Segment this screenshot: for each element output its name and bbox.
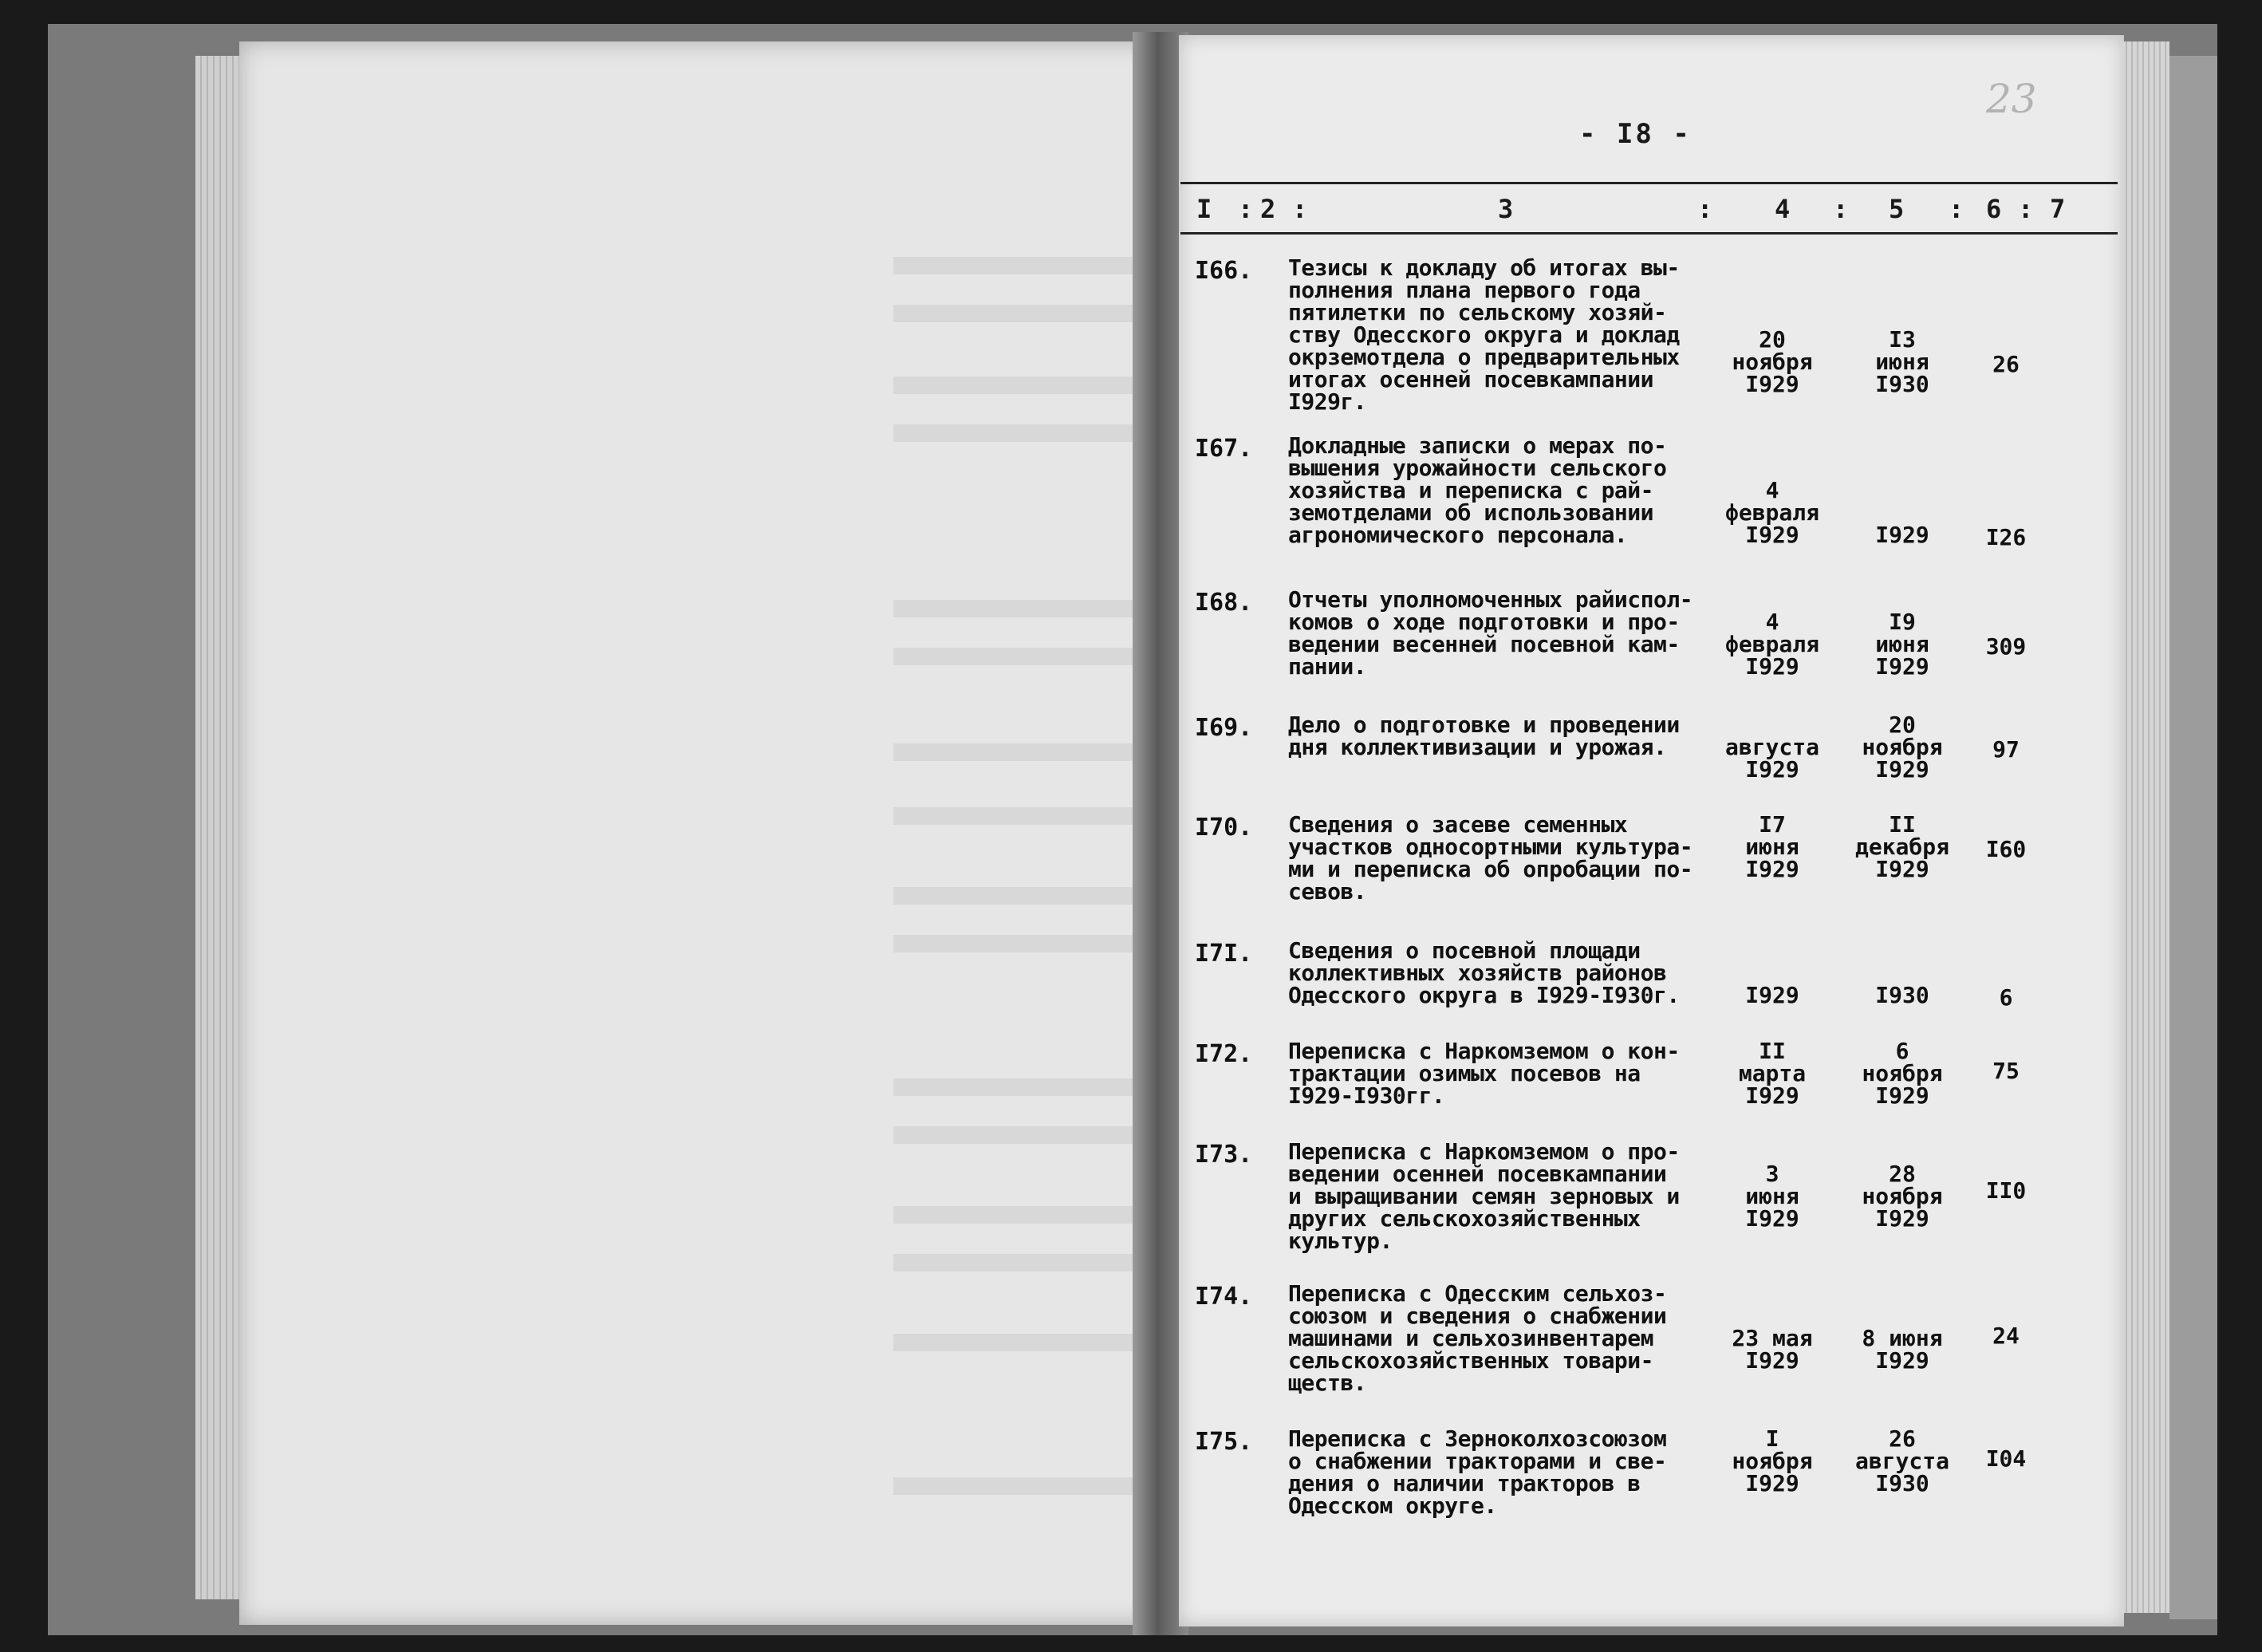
entry-number: I67. — [1195, 435, 1253, 463]
entry-title: Сведения о посевной площади коллективных хозяйств районов Одесского округа в I929-I930г. — [1288, 937, 1680, 1008]
entry-title: Сведения о засеве семенных участков односортными культура- ми и переписка об опробации по- севов. — [1288, 811, 1693, 905]
entry-title: Переписка с Одесским сельхоз- союзом и сведения о снабжении машинами и сельхозинвентарем сельскохозяйственных товари- ществ. — [1288, 1280, 1667, 1396]
end-date: 28 ноября I929 — [1862, 1161, 1943, 1232]
start-date: I7 июня I929 — [1745, 811, 1799, 882]
start-date: 4 февраля I929 — [1724, 609, 1819, 680]
sheet-count: 75 — [1992, 1058, 2020, 1084]
entry-title: Переписка с Зерноколхозсоюзом о снабжении тракторами и све- дения о наличии тракторов в Одесском округе. — [1288, 1425, 1667, 1519]
entry-number: I72. — [1195, 1040, 1253, 1068]
sheet-count: 24 — [1992, 1323, 2020, 1349]
end-date: 8 июня I929 — [1862, 1325, 1943, 1374]
sheet-count: I26 — [1985, 524, 2027, 550]
end-date: I930 — [1875, 982, 1929, 1008]
column-header-label: I — [1196, 194, 1212, 224]
start-date: 4 февраля I929 — [1724, 477, 1819, 548]
start-date: I ноября I929 — [1732, 1425, 1813, 1496]
entry-title: Отчеты уполномоченных райиспол- комов о ходе подготовки и про- ведении весенней посевной кам- пании. — [1288, 586, 1693, 680]
column-header-label: 5 — [1889, 194, 1905, 224]
end-date: II декабря I929 — [1854, 811, 1949, 882]
right-cover-edge — [2169, 56, 2217, 1619]
sheet-count: 97 — [1992, 736, 2020, 763]
column-header-separator: : — [1238, 194, 1254, 224]
column-header-separator: : — [1833, 194, 1849, 224]
entry-number: I75. — [1195, 1428, 1253, 1456]
entry-number: I74. — [1195, 1283, 1253, 1311]
start-date: 20 ноября I929 — [1732, 326, 1813, 397]
sheet-count: 6 — [1999, 984, 2013, 1011]
page-number: - I8 - — [1579, 118, 1692, 150]
entry-title: Докладные записки о мерах по- вышения урожайности сельского хозяйства и переписка с рай- земотделами об использовании агрономического персонала. — [1288, 432, 1667, 548]
sheet-count: 26 — [1992, 351, 2020, 377]
end-date: 26 августа I930 — [1854, 1425, 1949, 1496]
entry-title: Тезисы к докладу об итогах вы- полнения плана первого года пятилетки по сельскому хозяй- ству Одесского округа и доклад окрземотдела о предварительных итогах осенней посевкампании I929г. — [1288, 254, 1680, 415]
start-date: 3 июня I929 — [1745, 1161, 1799, 1232]
left-page — [239, 41, 1164, 1625]
column-header-separator: : — [1949, 194, 1964, 224]
sheet-count: I04 — [1985, 1445, 2027, 1472]
entry-number: I70. — [1195, 814, 1253, 842]
entry-number: I73. — [1195, 1141, 1253, 1169]
entry-title: Переписка с Наркомземом о кон- трактации озимых посевов на I929-I930гг. — [1288, 1038, 1680, 1109]
entry-number: I7I. — [1195, 940, 1253, 968]
column-header-label: 4 — [1775, 194, 1791, 224]
end-date: I3 июня I930 — [1875, 326, 1929, 397]
end-date: I929 — [1875, 522, 1929, 548]
start-date: II марта I929 — [1738, 1038, 1807, 1109]
entry-number: I69. — [1195, 714, 1253, 742]
sheet-count: 309 — [1985, 633, 2027, 660]
column-header-label: 2 — [1260, 194, 1276, 224]
start-date: I929 — [1745, 982, 1799, 1008]
handwritten-folio-number: 23 — [1986, 76, 2037, 122]
column-header-separator: : — [2018, 194, 2034, 224]
left-page-stack-edge — [195, 56, 243, 1599]
end-date: 6 ноября I929 — [1862, 1038, 1943, 1109]
column-header-separator: : — [1292, 194, 1308, 224]
table-column-header — [1180, 182, 2118, 235]
end-date: 20 ноября I929 — [1862, 712, 1943, 783]
entry-number: I68. — [1195, 589, 1253, 617]
entry-title: Переписка с Наркомземом о про- ведении осенней посевкампании и выращивании семян зерновых и других сельскохозяйственных культур. — [1288, 1138, 1680, 1254]
start-date: августа I929 — [1724, 734, 1819, 783]
start-date: 23 мая I929 — [1732, 1325, 1813, 1374]
entry-title: Дело о подготовке и проведении дня коллективизации и урожая. — [1288, 712, 1680, 760]
column-header-separator: : — [1697, 194, 1713, 224]
column-header-label: 3 — [1498, 194, 1514, 224]
sheet-count: II0 — [1985, 1177, 2027, 1204]
column-header-label: 7 — [2050, 194, 2066, 224]
sheet-count: I60 — [1985, 836, 2027, 862]
entry-number: I66. — [1195, 257, 1253, 285]
right-page-stack-edge — [2122, 41, 2169, 1613]
column-header-label: 6 — [1986, 194, 2002, 224]
end-date: I9 июня I929 — [1875, 609, 1929, 680]
